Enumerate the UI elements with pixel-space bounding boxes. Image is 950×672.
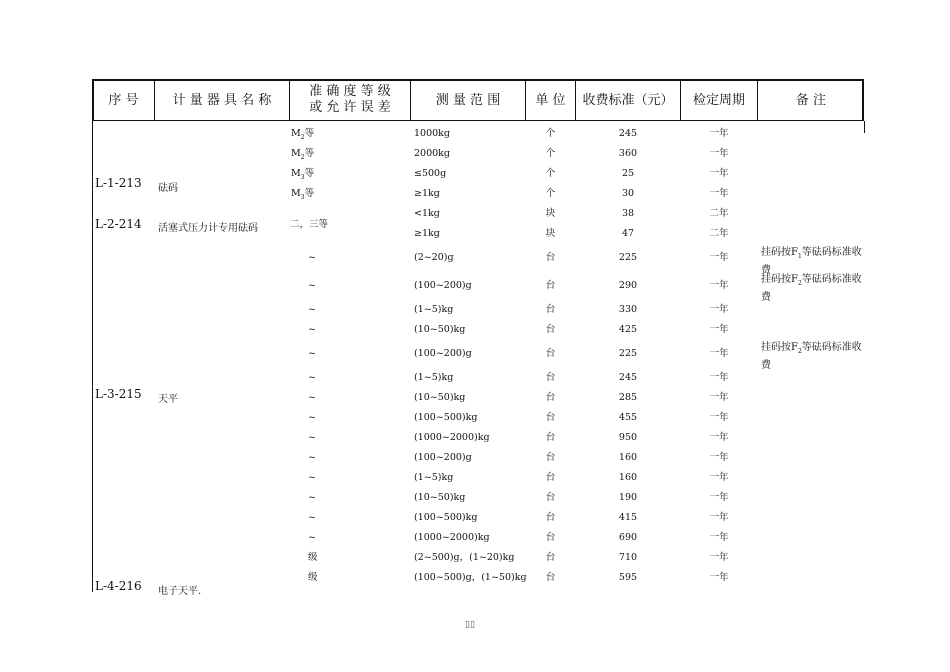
row-period: 一年 (709, 324, 729, 335)
row-fee: 160 (618, 452, 638, 463)
row-period: 一年 (709, 412, 729, 423)
row-fee: 225 (618, 348, 638, 359)
row-unit: 块 (545, 208, 556, 219)
row-fee: 160 (618, 472, 638, 483)
item-accuracy: 二，三等 (290, 219, 329, 230)
row-range: 1000kg (414, 128, 451, 139)
table-left-border (92, 121, 93, 592)
row-range: (1000~2000)kg (414, 532, 490, 543)
row-unit: 台 (545, 572, 556, 583)
row-unit: 台 (545, 552, 556, 563)
row-fee: 290 (618, 280, 638, 291)
row-accuracy: $M_2$等 (291, 148, 315, 161)
row-period: 一年 (709, 168, 729, 179)
row-accuracy: ~ (308, 304, 316, 315)
row-fee: 47 (621, 228, 635, 239)
row-accuracy: 级 (308, 572, 318, 583)
page-number: ▯▯ (465, 620, 475, 630)
item-name: 电子天平. (158, 586, 202, 597)
row-accuracy: $M_3$等 (291, 168, 315, 181)
row-range: (10~50)kg (414, 392, 466, 403)
row-accuracy: $M_3$等 (291, 188, 315, 201)
row-accuracy: ~ (308, 512, 316, 523)
row-fee: 245 (618, 372, 638, 383)
row-period: 一年 (709, 552, 729, 563)
row-fee: 690 (618, 532, 638, 543)
row-period: 一年 (709, 188, 729, 199)
row-accuracy: ~ (308, 392, 316, 403)
header-remark: 备 注 (795, 93, 827, 108)
item-code: L-4-216 (95, 579, 142, 593)
row-period: 一年 (709, 472, 729, 483)
row-fee: 25 (621, 168, 635, 179)
row-period: 一年 (709, 348, 729, 359)
row-unit: 台 (545, 372, 556, 383)
row-unit: 台 (545, 532, 556, 543)
row-range: (2~20)g (414, 252, 454, 263)
row-period: 一年 (709, 280, 729, 291)
row-accuracy: ~ (308, 372, 316, 383)
row-accuracy: ~ (308, 252, 316, 263)
row-period: 一年 (709, 304, 729, 315)
remark-note: 挂码按$F_2$等砝码标准收费 (761, 274, 862, 303)
row-period: 一年 (709, 512, 729, 523)
row-unit: 台 (545, 252, 556, 263)
row-fee: 330 (618, 304, 638, 315)
row-accuracy: ~ (308, 280, 316, 291)
row-accuracy: ~ (308, 324, 316, 335)
row-period: 一年 (709, 532, 729, 543)
row-accuracy: ~ (308, 432, 316, 443)
row-range: (100~200)g (414, 452, 472, 463)
row-unit: 台 (545, 412, 556, 423)
row-range: (100~500)kg (414, 512, 478, 523)
header-unit: 单 位 (535, 93, 566, 108)
item-name: 砝码 (158, 183, 178, 194)
row-accuracy: ~ (308, 452, 316, 463)
row-fee: 190 (618, 492, 638, 503)
row-accuracy: ~ (308, 472, 316, 483)
row-accuracy: ~ (308, 348, 316, 359)
row-period: 一年 (709, 148, 729, 159)
row-range: (10~50)kg (414, 492, 466, 503)
row-unit: 个 (545, 168, 556, 179)
row-fee: 455 (618, 412, 638, 423)
row-period: 一年 (709, 492, 729, 503)
remark-note: 挂码按$F_1$等砝码标准收费 (761, 247, 862, 276)
row-unit: 台 (545, 348, 556, 359)
row-fee: 30 (621, 188, 635, 199)
row-accuracy: $M_2$等 (291, 128, 315, 141)
row-range: (10~50)kg (414, 324, 466, 335)
remark-note: 挂码按$F_2$等砝码标准收费 (761, 342, 862, 371)
row-unit: 台 (545, 324, 556, 335)
item-code: L-3-215 (95, 387, 142, 401)
row-unit: 台 (545, 512, 556, 523)
row-accuracy: ~ (308, 492, 316, 503)
row-unit: 台 (545, 452, 556, 463)
row-period: 二年 (709, 228, 729, 239)
row-unit: 台 (545, 472, 556, 483)
row-accuracy: 级 (308, 552, 318, 563)
header-range: 测 量 范 围 (435, 93, 501, 108)
header-fee: 收费标准（元） (582, 93, 674, 108)
row-range: (100~500)kg (414, 412, 478, 423)
item-name: 活塞式压力计专用砝码 (158, 223, 258, 234)
row-range: (100~200)g (414, 280, 472, 291)
row-accuracy: ~ (308, 412, 316, 423)
row-fee: 595 (618, 572, 638, 583)
row-fee: 425 (618, 324, 638, 335)
row-fee: 950 (618, 432, 638, 443)
row-fee: 38 (621, 208, 635, 219)
header-accuracy-line1: 准 确 度 等 级 (309, 84, 391, 99)
item-name: 天平 (158, 394, 178, 405)
row-period: 一年 (709, 572, 729, 583)
row-accuracy: ~ (308, 532, 316, 543)
row-fee: 285 (618, 392, 638, 403)
row-period: 一年 (709, 452, 729, 463)
row-range: (100~200)g (414, 348, 472, 359)
row-unit: 台 (545, 492, 556, 503)
row-range: (1~5)kg (414, 472, 454, 483)
row-range: <1kg (414, 208, 440, 219)
item-code: L-2-214 (95, 217, 142, 231)
header-period: 检定周期 (692, 93, 745, 108)
row-unit: 台 (545, 392, 556, 403)
row-unit: 块 (545, 228, 556, 239)
row-range: ≥1kg (414, 228, 440, 239)
header-name: 计 量 器 具 名 称 (172, 93, 272, 108)
row-range: (1~5)kg (414, 304, 454, 315)
header-accuracy-line2: 或 允 许 误 差 (309, 100, 391, 115)
row-unit: 台 (545, 304, 556, 315)
row-fee: 710 (618, 552, 638, 563)
row-period: 一年 (709, 128, 729, 139)
row-fee: 360 (618, 148, 638, 159)
table-right-border (864, 121, 865, 133)
row-fee: 245 (618, 128, 638, 139)
row-fee: 225 (618, 252, 638, 263)
row-unit: 个 (545, 128, 556, 139)
row-range: ≥1kg (414, 188, 440, 199)
row-period: 一年 (709, 392, 729, 403)
item-code: L-1-213 (95, 176, 142, 190)
row-fee: 415 (618, 512, 638, 523)
row-range: ≤500g (414, 168, 447, 179)
row-range: (2~500)g，(1~20)kg (414, 552, 515, 563)
row-period: 一年 (709, 252, 729, 263)
row-period: 二年 (709, 208, 729, 219)
row-range: (1000~2000)kg (414, 432, 490, 443)
row-unit: 台 (545, 432, 556, 443)
row-range: (1~5)kg (414, 372, 454, 383)
row-range: (100~500)g，(1~50)kg (414, 572, 527, 583)
row-period: 一年 (709, 372, 729, 383)
row-unit: 个 (545, 188, 556, 199)
row-range: 2000kg (414, 148, 451, 159)
header-no: 序 号 (108, 93, 139, 108)
row-unit: 台 (545, 280, 556, 291)
row-period: 一年 (709, 432, 729, 443)
row-unit: 个 (545, 148, 556, 159)
